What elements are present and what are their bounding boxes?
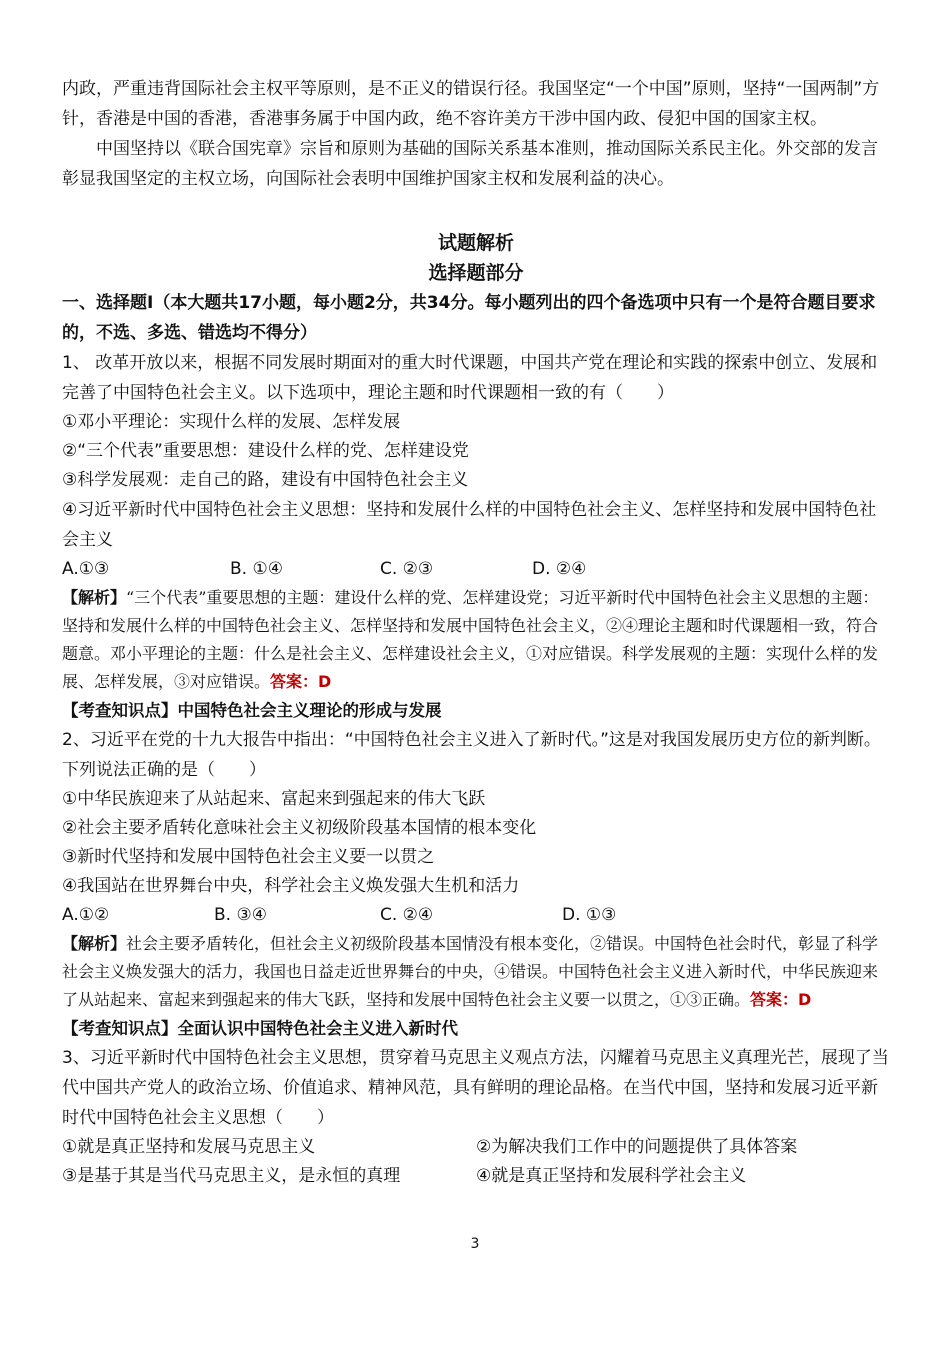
option-b: B. ①④ (230, 559, 283, 579)
analysis-text: 社会主要矛盾转化，但社会主义初级阶段基本国情没有根本变化，②错误。中国特色社会时代，彰显了科学社会主义焕发强大的活力，我国也日益走近世界舞台的中央，④错误。中国特色社会主义进入新时代，中华民族迎来了从站起来、富起来到强起来的伟大飞跃，坚持和发展中国特色社会主义要一以贯之，①③正确。 (62, 934, 879, 1009)
question-item: ①中华民族迎来了从站起来、富起来到强起来的伟大飞跃 (62, 789, 486, 809)
page-number: 3 (470, 1236, 480, 1252)
section-heading: 一、选择题Ⅰ（本大题共17小题，每小题2分，共34分。每小题列出的四个备选项中只有一个是符合题目要求的，不选、多选、错选均不得分） (62, 293, 876, 343)
question-item: ④习近平新时代中国特色社会主义思想：坚持和发展什么样的中国特色社会主义、怎样坚持和发展中国特色社会主义 (62, 500, 877, 550)
answer-label: 答案：D (750, 990, 812, 1009)
answer-options (62, 555, 890, 584)
question-stem: 2、习近平在党的十九大报告中指出：“中国特色社会主义进入了新时代。”这是对我国发展历史方位的新判断。下列说法正确的是（ ） (62, 730, 881, 780)
question-item: ②为解决我们工作中的问题提供了具体答案 (476, 1137, 798, 1157)
question-item: ②社会主要矛盾转化意味社会主义初级阶段基本国情的根本变化 (62, 818, 537, 838)
analysis (62, 584, 890, 696)
question-item: ①就是真正坚持和发展马克思主义 (62, 1137, 316, 1157)
question-items-row (62, 1133, 890, 1162)
answer-options (62, 901, 890, 930)
analysis (62, 930, 890, 1014)
option-d: D. ①③ (562, 905, 617, 925)
knowledge-point: 【考查知识点】全面认识中国特色社会主义进入新时代 (62, 1019, 458, 1038)
document-page (62, 74, 890, 1191)
option-c: C. ②③ (380, 559, 434, 579)
analysis-text: “三个代表”重要思想的主题：建设什么样的党、怎样建设党；习近平新时代中国特色社会主义思想的主题：坚持和发展什么样的中国特色社会主义、怎样坚持和发展中国特色社会主义，②④理论主题和时代课题相一致，符合题意。邓小平理论的主题：什么是社会主义、怎样建设社会主义，①对应错误。科学发展观的主题：实现什么样的发展、怎样发展，③对应错误。 (62, 588, 879, 691)
question-items-row (62, 1162, 890, 1191)
option-c: C. ②④ (380, 905, 434, 925)
question-item: ④我国站在世界舞台中央，科学社会主义焕发强大生机和活力 (62, 876, 520, 896)
question-stem: 1、 改革开放以来，根据不同发展时期面对的重大时代课题，中国共产党在理论和实践的探索中创立、发展和完善了中国特色社会主义。以下选项中，理论主题和时代课题相一致的有（ ） (62, 353, 878, 403)
question-item: ③科学发展观：走自己的路，建设有中国特色社会主义 (62, 470, 469, 490)
answer-label: 答案：D (270, 672, 332, 691)
option-a: A.①② (62, 905, 110, 925)
option-a: A.①③ (62, 559, 110, 579)
page-title: 试题解析 (437, 232, 514, 254)
question-stem: 3、习近平新时代中国特色社会主义思想，贯穿着马克思主义观点方法，闪耀着马克思主义真理光芒，展现了当代中国共产党人的政治立场、价值追求、精神风范，具有鲜明的理论品格。在当代中国，坚持和发展习近平新时代中国特色社会主义思想（ ） (62, 1048, 889, 1128)
question-item: ③是基于其是当代马克思主义，是永恒的真理 (62, 1166, 401, 1186)
question-item: ④就是真正坚持和发展科学社会主义 (476, 1166, 747, 1186)
question-item: ③新时代坚持和发展中国特色社会主义要一以贯之 (62, 847, 435, 867)
section-title: 选择题部分 (428, 262, 524, 284)
intro-paragraph-1: 内政，严重违背国际社会主权平等原则，是不正义的错误行径。我国坚定“一个中国”原则，坚持“一国两制”方针，香港是中国的香港，香港事务属于中国内政，绝不容许美方干涉中国内政、侵犯中国的国家主权。 (62, 79, 880, 129)
option-d: D. ②④ (532, 559, 587, 579)
option-b: B. ③④ (214, 905, 267, 925)
knowledge-point: 【考查知识点】中国特色社会主义理论的形成与发展 (62, 701, 442, 720)
question-item: ②“三个代表”重要思想：建设什么样的党、怎样建设党 (62, 441, 469, 461)
question-3 (62, 1043, 890, 1191)
question-2 (62, 725, 890, 1043)
analysis-tag: 【解析】 (62, 934, 127, 953)
intro-paragraph-2: 中国坚持以《联合国宪章》宗旨和原则为基础的国际关系基本准则，推动国际关系民主化。外交部的发言彰显我国坚定的主权立场，向国际社会表明中国维护国家主权和发展利益的决心。 (62, 139, 878, 189)
question-1 (62, 348, 890, 725)
question-item: ①邓小平理论：实现什么样的发展、怎样发展 (62, 412, 401, 432)
analysis-tag: 【解析】 (62, 588, 127, 607)
